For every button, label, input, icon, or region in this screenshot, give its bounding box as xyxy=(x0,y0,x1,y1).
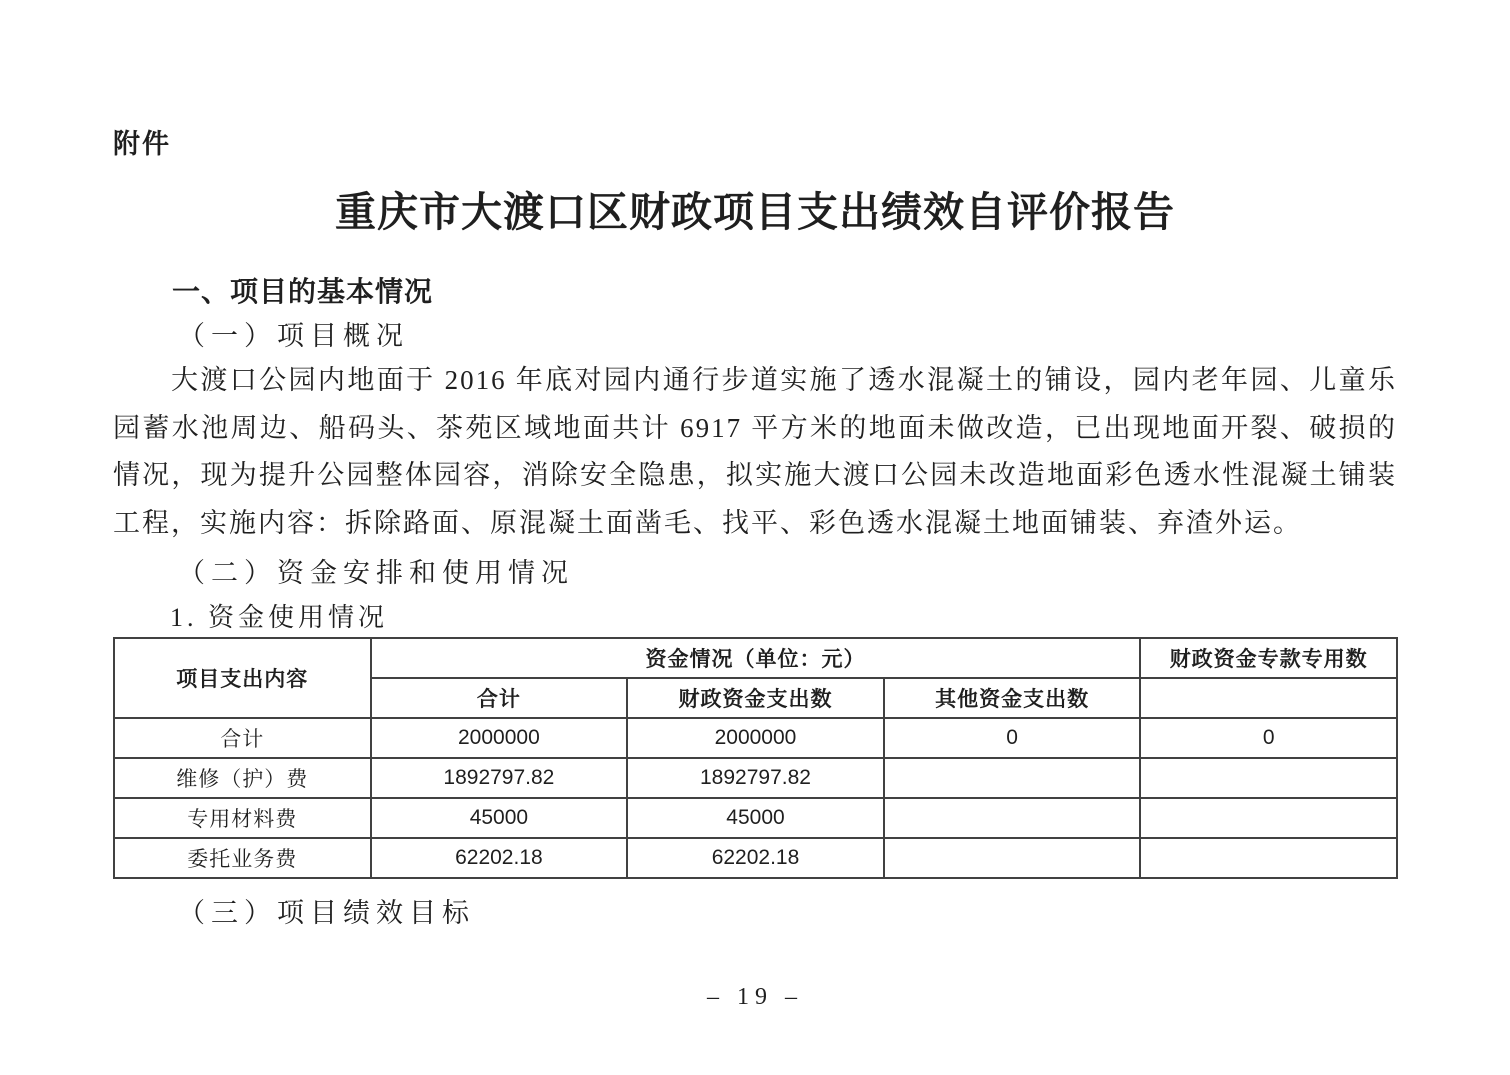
cell-other xyxy=(884,798,1141,838)
cell-fiscal: 1892797.82 xyxy=(627,758,884,798)
table-row-maintenance-fee xyxy=(114,758,1397,798)
document-title: 重庆市大渡口区财政项目支出绩效自评价报告 xyxy=(335,189,1175,235)
table-row-total xyxy=(114,718,1397,758)
section-heading-basic-info: 一、项目的基本情况 xyxy=(172,276,434,307)
cell-total: 1892797.82 xyxy=(371,758,628,798)
header-cell-total: 合计 xyxy=(371,678,628,718)
cell-item: 专用材料费 xyxy=(114,798,371,838)
cell-item: 维修（护）费 xyxy=(114,758,371,798)
cell-special xyxy=(1140,798,1397,838)
cell-item: 委托业务费 xyxy=(114,838,371,878)
cell-total: 45000 xyxy=(371,798,628,838)
subsection-heading-project-overview: （一）项目概况 xyxy=(178,321,409,351)
header-cell-fund-group: 资金情况（单位：元） xyxy=(371,638,1141,678)
header-cell-other-expense: 其他资金支出数 xyxy=(884,678,1141,718)
paragraph-project-overview: 大渡口公园内地面于 2016 年底对园内通行步道实施了透水混凝土的铺设，园内老年园、儿童乐园蓄水池周边、船码头、茶苑区域地面共计 6917 平方米的地面未做改造，已出现地面开裂、破损的情况，现为提升公园整体园容，消除安全隐患，拟实施大渡口公园未改造地面彩色透水性混凝土铺装工程，实施内容：拆除路面、原混凝土面凿毛、找平、彩色透水混凝土地面铺装、弃渣外运。 xyxy=(113,365,1397,538)
cell-total: 62202.18 xyxy=(371,838,628,878)
cell-fiscal: 62202.18 xyxy=(627,838,884,878)
cell-item: 合计 xyxy=(114,718,371,758)
cell-total: 2000000 xyxy=(371,718,628,758)
cell-fiscal: 45000 xyxy=(627,798,884,838)
cell-other xyxy=(884,838,1141,878)
cell-other xyxy=(884,758,1141,798)
subsection-heading-performance-goals: （三）项目绩效目标 xyxy=(178,898,475,928)
header-cell-special-use: 财政资金专款专用数 xyxy=(1140,638,1397,678)
cell-special xyxy=(1140,758,1397,798)
cell-fiscal: 2000000 xyxy=(627,718,884,758)
page-number: – 19 – xyxy=(707,984,803,1010)
list-item-fund-usage: 1. 资金使用情况 xyxy=(170,603,389,632)
header-cell-special-use-empty xyxy=(1140,678,1397,718)
table-row-entrusted-business-fee xyxy=(114,838,1397,878)
header-cell-fiscal-expense: 财政资金支出数 xyxy=(627,678,884,718)
fund-usage-table xyxy=(113,637,1398,879)
table-header-row-1 xyxy=(114,638,1397,678)
attachment-label: 附件 xyxy=(113,129,171,159)
cell-other: 0 xyxy=(884,718,1141,758)
cell-special xyxy=(1140,838,1397,878)
subsection-heading-fund-arrangement: （二）资金安排和使用情况 xyxy=(178,558,574,588)
cell-special: 0 xyxy=(1140,718,1397,758)
table-row-special-material-fee xyxy=(114,798,1397,838)
header-cell-expense-content: 项目支出内容 xyxy=(114,638,371,718)
